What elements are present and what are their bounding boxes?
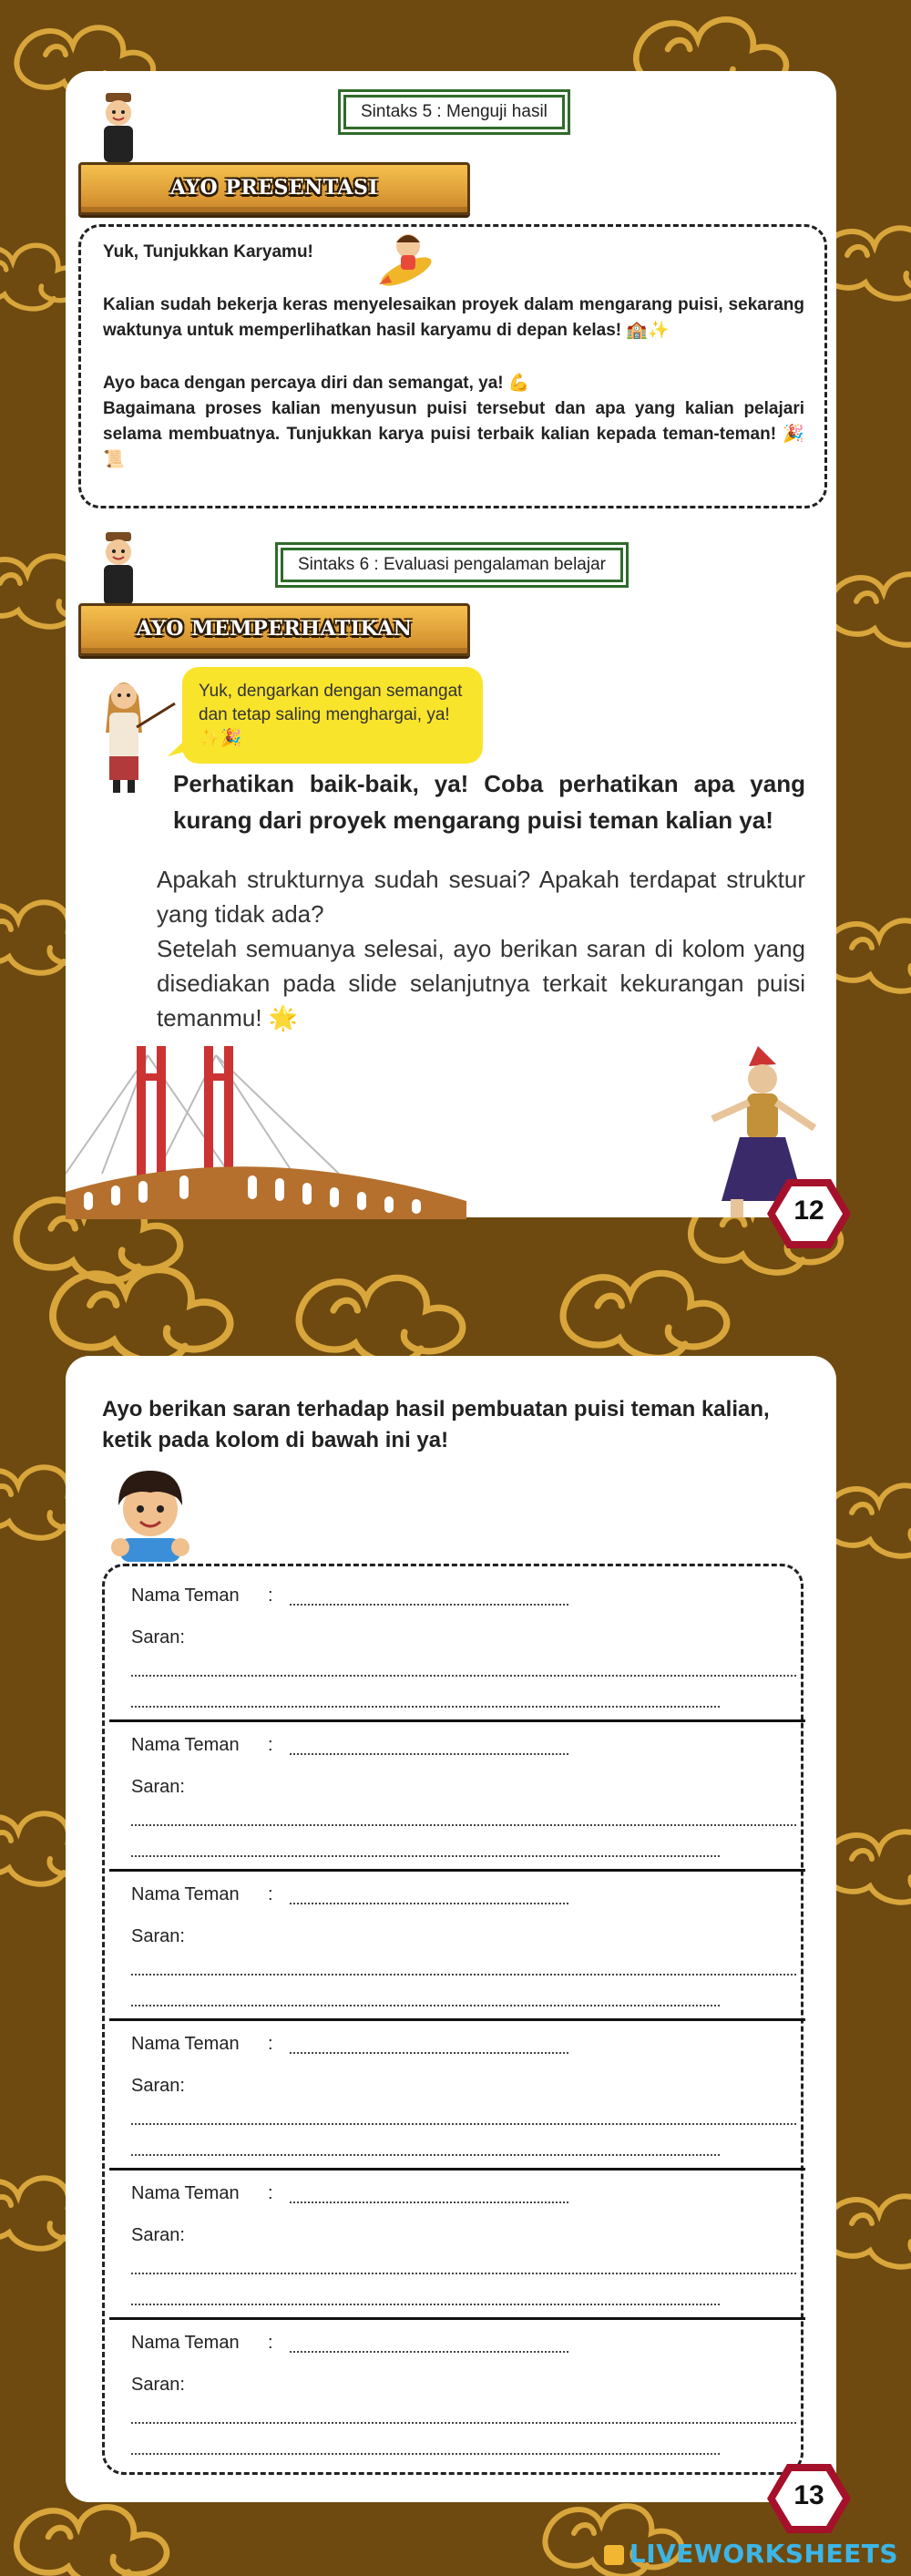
watermark-text: LIVEWORKSHEETS (629, 2539, 898, 2569)
friend-name-label: Nama Teman (131, 1884, 240, 1904)
liveworksheets-logo-icon (604, 2545, 624, 2565)
saran-label: Saran: (131, 2225, 185, 2245)
friend-name-input[interactable] (290, 2201, 568, 2203)
friend-name-colon: : (268, 2034, 273, 2054)
worksheet-page-12 (66, 71, 836, 1226)
saran-input-line-2[interactable] (131, 1706, 720, 1708)
friend-name-label: Nama Teman (131, 2333, 240, 2353)
banner-ayo-memperhatikan (78, 603, 470, 656)
presentation-paragraph-2-first-line: Ayo baca dengan percaya diri dan semangat, ya! 💪 (103, 374, 530, 393)
saran-input-line-1[interactable] (131, 2273, 796, 2274)
friend-name-label: Nama Teman (131, 2034, 240, 2054)
saran-input-line-1[interactable] (131, 2422, 796, 2424)
friend-name-input[interactable] (290, 1604, 568, 1606)
saran-input-line-2[interactable] (131, 2154, 720, 2156)
friend-name-colon: : (268, 1884, 273, 1904)
saran-label: Saran: (131, 2375, 185, 2395)
suggestion-instruction: Ayo berikan saran terhadap hasil pembuatan puisi teman kalian, ketik pada kolom di bawah ini ya! (102, 1397, 770, 1452)
friend-name-label: Nama Teman (131, 2183, 240, 2203)
friend-name-input[interactable] (290, 2052, 568, 2054)
banner-ayo-memperhatikan-text: AYO MEMPERHATIKAN (136, 617, 413, 641)
page-number-12-wrap (765, 1175, 853, 1252)
friend-name-colon: : (268, 2333, 273, 2353)
banner-ayo-presentasi-text: AYO PRESENTASI (169, 176, 379, 200)
saran-label: Saran: (131, 1627, 185, 1647)
observation-instruction: Perhatikan baik-baik, ya! Coba perhatikan apa yang kurang dari proyek mengarang puisi teman kalian ya! (173, 770, 805, 834)
saran-input-line-2[interactable] (131, 2304, 720, 2305)
sintaks-6-label: Sintaks 6 : Evaluasi pengalaman belajar (281, 548, 623, 582)
teacher-pointing-illustration (97, 669, 179, 795)
suggestion-entry (117, 2320, 798, 2469)
speech-bubble-text: Yuk, dengarkan dengan semangat dan tetap saling menghargai, ya! ✨🎉 (199, 682, 463, 748)
saran-input-line-2[interactable] (131, 1855, 720, 1857)
banner-ayo-presentasi (78, 162, 470, 215)
friend-name-input[interactable] (290, 2351, 568, 2353)
presentation-instruction-box (78, 224, 827, 508)
friend-name-colon: : (268, 1586, 273, 1606)
saran-label: Saran: (131, 1777, 185, 1797)
page-number-12: 12 (793, 1196, 824, 1226)
presentation-paragraph-1: Kalian sudah bekerja keras menyelesaikan proyek dalam mengarang puisi, sekarang waktunya untuk memperlihatkan hasil karyamu di depan kelas! 🏫✨ (103, 295, 804, 340)
saran-input-line-2[interactable] (131, 2005, 720, 2006)
question-structure: Apakah strukturnya sudah sesuai? Apakah terdapat struktur yang tidak ada? (157, 866, 805, 928)
presentation-heading: Yuk, Tunjukkan Karyamu! (103, 242, 313, 262)
bridge-illustration (66, 1037, 466, 1219)
boy-avatar (100, 1463, 200, 1564)
friend-name-colon: : (268, 2183, 273, 2203)
suggestion-entry (117, 1872, 798, 2021)
suggestion-entry (117, 1722, 798, 1872)
saran-input-line-1[interactable] (131, 2123, 796, 2125)
saran-input-line-2[interactable] (131, 2453, 720, 2455)
worksheet-page-13 (66, 1356, 836, 2510)
friend-name-label: Nama Teman (131, 1735, 240, 1755)
saran-label: Saran: (131, 1926, 185, 1946)
liveworksheets-watermark (604, 2539, 898, 2569)
page-number-13-wrap (765, 2460, 853, 2537)
suggestion-entry (117, 1573, 798, 1722)
saran-label: Saran: (131, 2076, 185, 2096)
friend-name-input[interactable] (290, 1903, 568, 1904)
saran-input-line-1[interactable] (131, 1824, 796, 1826)
page-number-13: 13 (793, 2480, 824, 2510)
friend-name-colon: : (268, 1735, 273, 1755)
friend-name-input[interactable] (290, 1753, 568, 1755)
suggestion-entry (117, 2171, 798, 2320)
saran-input-line-1[interactable] (131, 1974, 796, 1976)
saran-input-line-1[interactable] (131, 1675, 796, 1677)
speech-bubble-tail (168, 731, 195, 758)
friend-name-label: Nama Teman (131, 1586, 240, 1606)
sintaks-5-label: Sintaks 5 : Menguji hasil (343, 95, 565, 129)
presentation-paragraph-2: Bagaimana proses kalian menyusun puisi tersebut dan apa yang kalian pelajari selama membuatnya. Tunjukkan karya puisi terbaik kalian kepada teman-teman! 🎉📜 (103, 399, 804, 469)
suggestion-entry (117, 2021, 798, 2171)
question-next-slide: Setelah semuanya selesai, ayo berikan saran di kolom yang disediakan pada slide selanjutnya terkait kekurangan puisi temanmu! 🌟 (157, 935, 805, 1031)
speech-bubble (182, 667, 483, 764)
